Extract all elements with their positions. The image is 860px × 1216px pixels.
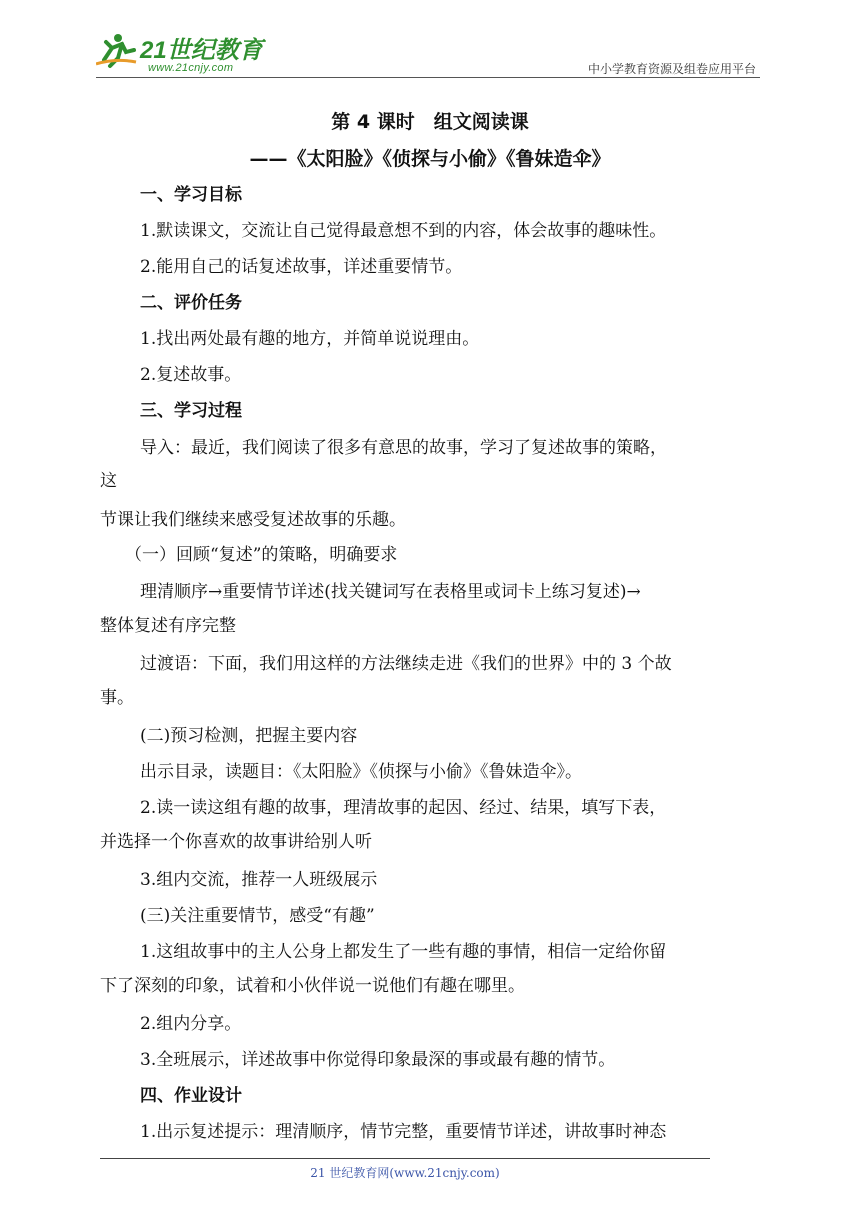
section-heading-2: 二、评价任务 [140,293,242,313]
logo-url: www.21cnjy.com [148,62,234,74]
paragraph: 2.组内分享。 [140,1014,242,1034]
paragraph: 事。 [100,688,134,708]
paragraph: 1.这组故事中的主人公身上都发生了一些有趣的事情，相信一定给你留 [140,942,667,962]
paragraph: 导入：最近，我们阅读了很多有意思的故事，学习了复述故事的策略， [140,438,667,458]
lesson-subtitle: ——《太阳脸》《侦探与小偷》《鲁妹造伞》 [249,148,611,170]
paragraph: 过渡语：下面，我们用这样的方法继续走进《我们的世界》中的 3 个故 [140,654,672,674]
paragraph: 3.组内交流，推荐一人班级展示 [140,870,378,890]
section-heading-4: 四、作业设计 [140,1086,242,1106]
paragraph: 出示目录，读题目：《太阳脸》《侦探与小偷》《鲁妹造伞》。 [140,762,582,782]
paragraph: 1.出示复述提示：理清顺序，情节完整，重要情节详述，讲故事时神态 [140,1122,667,1142]
subsection-heading: (三)关注重要情节，感受“有趣” [140,906,375,926]
footer-divider [100,1158,710,1159]
paragraph: 1.默读课文，交流让自己觉得最意想不到的内容，体会故事的趣味性。 [140,221,667,241]
paragraph: 1.找出两处最有趣的地方，并简单说说理由。 [140,329,480,349]
section-heading-3: 三、学习过程 [140,401,242,421]
paragraph: 3.全班展示，详述故事中你觉得印象最深的事或最有趣的情节。 [140,1050,616,1070]
paragraph: 理清顺序→重要情节详述(找关键词写在表格里或词卡上练习复述)→ [140,582,641,602]
footer-text: 21 世纪教育网(www.21cnjy.com) [310,1166,500,1180]
platform-name: 中小学教育资源及组卷应用平台 [587,62,756,76]
paragraph: 下了深刻的印象，试着和小伙伴说一说他们有趣在哪里。 [100,976,525,996]
logo-text: 21世纪教育 [140,37,263,64]
paragraph: 并选择一个你喜欢的故事讲给别人听 [100,832,372,852]
header-divider [96,77,760,78]
lesson-title: 第 4 课时 组文阅读课 [331,111,529,133]
paragraph: 2.读一读这组有趣的故事，理清故事的起因、经过、结果，填写下表， [140,798,667,818]
paragraph: 这 [100,471,117,491]
paragraph: 整体复述有序完整 [100,616,236,636]
page-header [0,0,860,80]
paragraph: 节课让我们继续来感受复述故事的乐趣。 [100,510,406,530]
subsection-heading: （一）回顾“复述”的策略，明确要求 [125,545,398,565]
subsection-heading: (二)预习检测，把握主要内容 [140,726,358,746]
paragraph: 2.复述故事。 [140,365,242,385]
paragraph: 2.能用自己的话复述故事，详述重要情节。 [140,257,463,277]
section-heading-1: 一、学习目标 [140,185,242,205]
